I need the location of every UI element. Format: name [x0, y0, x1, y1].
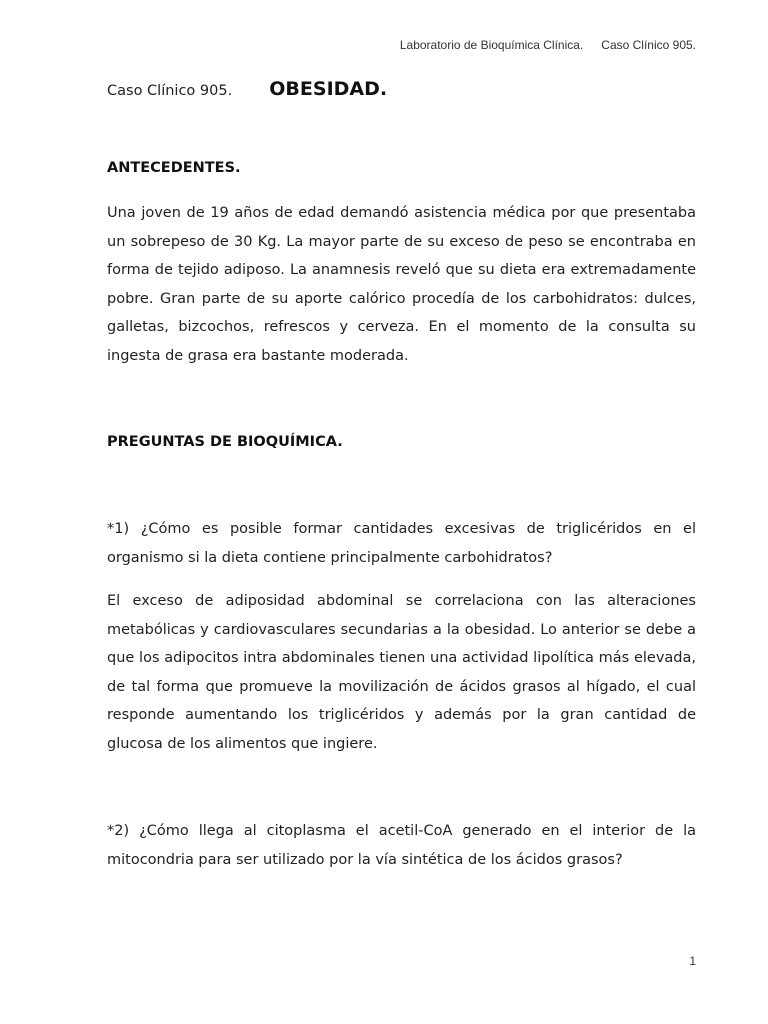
antecedentes-heading: ANTECEDENTES.: [107, 160, 241, 176]
header-case-number: Caso Clínico 905.: [601, 38, 696, 52]
question-2: *2) ¿Cómo llega al citoplasma el acetil-CoA generado en el interior de la mitocondria para ser utilizado por la vía sintética de los ácidos grasos?: [107, 823, 696, 868]
header-lab-name: Laboratorio de Bioquímica Clínica.: [399, 38, 584, 52]
case-label: Caso Clínico 905.: [107, 83, 233, 99]
answer-1: El exceso de adiposidad abdominal se correlaciona con las alteraciones metabólicas y cardiovasculares secundarias a la obesidad. Lo anterior se debe a que los adipocitos intra abdominales tienen una actividad lipolítica más elevada, de tal forma que promueve la movilización de ácidos grasos al hígado, el cual responde aumentando los triglicéridos y además por la gran cantidad de glucosa de los alimentos que ingiere.: [107, 593, 696, 752]
running-header: [400, 38, 696, 52]
document-title: [107, 78, 387, 100]
case-topic-title: OBESIDAD.: [269, 78, 388, 100]
question-1: *1) ¿Cómo es posible formar cantidades excesivas de triglicéridos en el organismo si la dieta contiene principalmente carbohidratos?: [107, 521, 696, 566]
preguntas-heading: PREGUNTAS DE BIOQUÍMICA.: [107, 434, 343, 450]
antecedentes-paragraph: Una joven de 19 años de edad demandó asistencia médica por que presentaba un sobrepeso de 30 Kg. La mayor parte de su exceso de peso se encontraba en forma de tejido adiposo. La anamnesis reveló que su dieta era extremadamente pobre. Gran parte de su aporte calórico procedía de los carbohidratos: dulces, galletas, bizcochos, refrescos y cerveza. En el momento de la consulta su ingesta de grasa era bastante moderada.: [107, 205, 696, 364]
page-number: 1: [689, 954, 696, 968]
